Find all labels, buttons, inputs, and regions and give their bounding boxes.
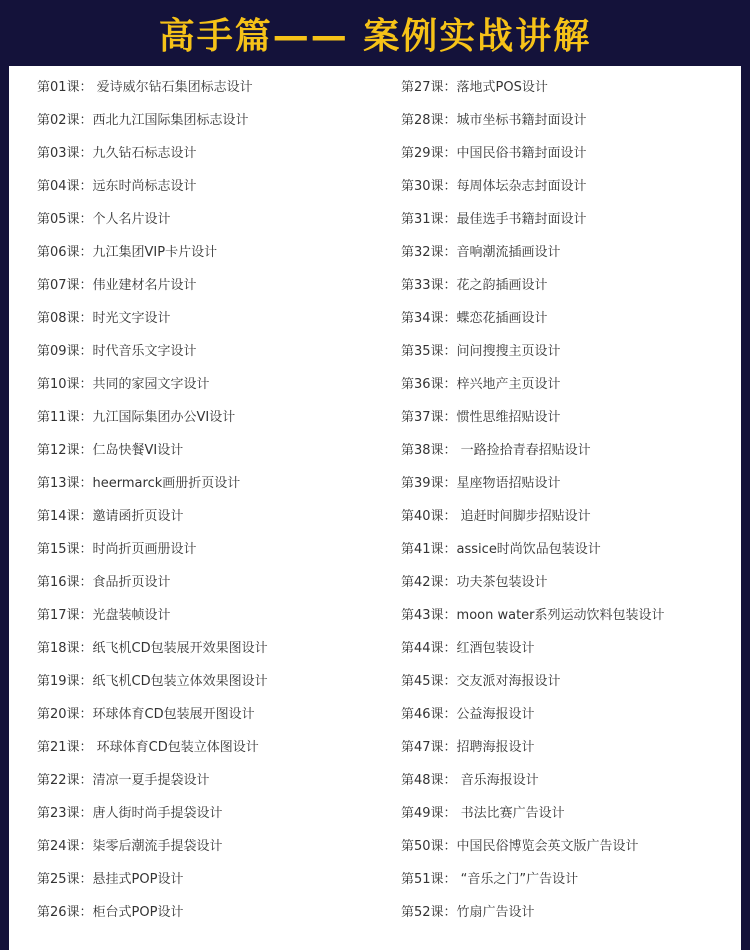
lesson-item: 第30课：每周体坛杂志封面设计: [401, 179, 587, 194]
lesson-item: 第13课：heermarck画册折页设计: [37, 476, 241, 491]
lesson-item: 第36课：梓兴地产主页设计: [401, 377, 561, 392]
lesson-item: 第47课：招聘海报设计: [401, 740, 535, 755]
lesson-item: 第41课：assice时尚饮品包装设计: [401, 542, 601, 557]
lesson-panel: [9, 66, 741, 950]
lesson-item: 第05课：个人名片设计: [37, 212, 171, 227]
lesson-item: 第17课：光盘装帧设计: [37, 608, 171, 623]
lesson-item: 第32课：音响潮流插画设计: [401, 245, 561, 260]
lesson-column-left: [37, 71, 268, 929]
lesson-item: 第26课：柜台式POP设计: [37, 905, 184, 920]
lesson-item: 第23课：唐人街时尚手提袋设计: [37, 806, 223, 821]
lesson-item: 第37课：惯性思维招贴设计: [401, 410, 561, 425]
lesson-item: 第40课： 追赶时间脚步招贴设计: [401, 509, 591, 524]
page-title: 高手篇—— 案例实战讲解: [158, 15, 592, 57]
lesson-item: 第34课：蝶恋花插画设计: [401, 311, 548, 326]
lesson-item: 第49课： 书法比赛广告设计: [401, 806, 565, 821]
lesson-item: 第21课： 环球体育CD包装立体图设计: [37, 740, 259, 755]
lesson-item: 第45课：交友派对海报设计: [401, 674, 561, 689]
lesson-item: 第18课：纸飞机CD包装展开效果图设计: [37, 641, 268, 656]
lesson-item: 第12课：仁岛快餐VI设计: [37, 443, 184, 458]
lesson-item: 第33课：花之韵插画设计: [401, 278, 548, 293]
lesson-item: 第42课：功夫茶包装设计: [401, 575, 548, 590]
lesson-item: 第19课：纸飞机CD包装立体效果图设计: [37, 674, 268, 689]
lesson-item: 第25课：悬挂式POP设计: [37, 872, 184, 887]
lesson-item: 第50课：中国民俗博览会英文版广告设计: [401, 839, 639, 854]
lesson-item: 第04课：远东时尚标志设计: [37, 179, 197, 194]
lesson-item: 第39课：星座物语招贴设计: [401, 476, 561, 491]
lesson-item: 第02课：西北九江国际集团标志设计: [37, 113, 249, 128]
lesson-item: 第35课：问问搜搜主页设计: [401, 344, 561, 359]
lesson-item: 第28课：城市坐标书籍封面设计: [401, 113, 587, 128]
lesson-item: 第20课：环球体育CD包装展开图设计: [37, 707, 255, 722]
lesson-item: 第52课：竹扇广告设计: [401, 905, 535, 920]
lesson-item: 第16课：食品折页设计: [37, 575, 171, 590]
lesson-item: 第44课：红酒包装设计: [401, 641, 535, 656]
lesson-item: 第24课：柒零后潮流手提袋设计: [37, 839, 223, 854]
lesson-item: 第51课： “音乐之门”广告设计: [401, 872, 579, 887]
lesson-item: 第46课：公益海报设计: [401, 707, 535, 722]
lesson-item: 第01课： 爱诗威尔钻石集团标志设计: [37, 80, 253, 95]
lesson-item: 第27课：落地式POS设计: [401, 80, 548, 95]
lesson-column-right: [401, 71, 665, 929]
lesson-item: 第11课：九江国际集团办公VI设计: [37, 410, 236, 425]
lesson-item: 第38课： 一路捡拾青春招贴设计: [401, 443, 591, 458]
lesson-item: 第03课：九久钻石标志设计: [37, 146, 197, 161]
lesson-item: 第07课：伟业建材名片设计: [37, 278, 197, 293]
lesson-item: 第10课：共同的家园文字设计: [37, 377, 210, 392]
lesson-item: 第31课：最佳选手书籍封面设计: [401, 212, 587, 227]
lesson-item: 第06课：九江集团VIP卡片设计: [37, 245, 218, 260]
lesson-item: 第08课：时光文字设计: [37, 311, 171, 326]
lesson-item: 第14课：邀请函折页设计: [37, 509, 184, 524]
lesson-item: 第29课：中国民俗书籍封面设计: [401, 146, 587, 161]
header-banner: [0, 0, 750, 66]
lesson-item: 第09课：时代音乐文字设计: [37, 344, 197, 359]
lesson-item: 第22课：清凉一夏手提袋设计: [37, 773, 210, 788]
lesson-item: 第48课： 音乐海报设计: [401, 773, 539, 788]
lesson-item: 第43课：moon water系列运动饮料包装设计: [401, 608, 665, 623]
lesson-item: 第15课：时尚折页画册设计: [37, 542, 197, 557]
